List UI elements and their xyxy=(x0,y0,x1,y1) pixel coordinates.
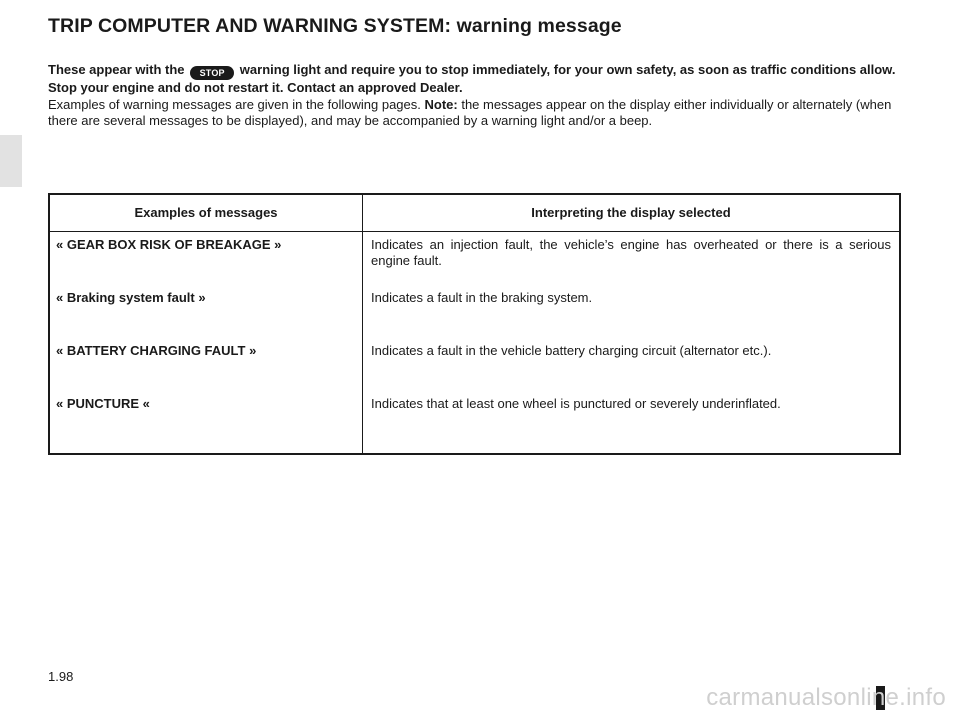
interpretation-cell: Indicates that at least one wheel is punctured or severely underinflated. xyxy=(371,396,781,411)
interpretation-cell: Indicates a fault in the braking system. xyxy=(371,290,593,305)
table-row xyxy=(49,285,900,338)
message-cell: « GEAR BOX RISK OF BREAKAGE » xyxy=(49,232,363,286)
site-watermark: carmanualsonline.info xyxy=(706,684,946,711)
page-number: 1.98 xyxy=(48,669,74,684)
table-header-row xyxy=(49,194,900,232)
interpretation-cell: Indicates a fault in the vehicle battery charging circuit (alternator etc.). xyxy=(371,343,772,358)
intro-paragraph xyxy=(48,62,900,130)
table-row xyxy=(49,338,900,391)
message-cell: « PUNCTURE « xyxy=(49,391,363,454)
column-header-messages: Examples of messages xyxy=(49,194,363,232)
note-label: Note: xyxy=(424,96,458,112)
column-header-interpretation: Interpreting the display selected xyxy=(363,194,901,232)
table-row xyxy=(49,391,900,454)
table-row xyxy=(49,232,900,286)
page-title: TRIP COMPUTER AND WARNING SYSTEM: warning message xyxy=(48,15,622,37)
side-tab-marker xyxy=(0,135,22,187)
intro-warning-text: warning light and require you to stop immediately, for your own safety, as soon as traffic conditions allow. Stop your engine and do not restart it. Contact an approved Dealer. xyxy=(48,62,896,95)
intro-examples-text: Examples of warning messages are given in the following pages. xyxy=(48,96,421,112)
interpretation-cell: Indicates an injection fault, the vehicle’s engine has overheated or there is a serious engine fault. xyxy=(371,237,891,268)
stop-warning-icon: STOP xyxy=(190,66,234,80)
message-cell: « Braking system fault » xyxy=(49,285,363,338)
intro-warning-lead: These appear with the xyxy=(48,62,185,77)
message-cell: « BATTERY CHARGING FAULT » xyxy=(49,338,363,391)
warning-messages-table xyxy=(48,193,901,455)
note-text: the messages appear on the display either individually or alternately (when there are several messages to be displayed), and may be accompanied by a warning light and/or a beep. xyxy=(48,96,892,128)
